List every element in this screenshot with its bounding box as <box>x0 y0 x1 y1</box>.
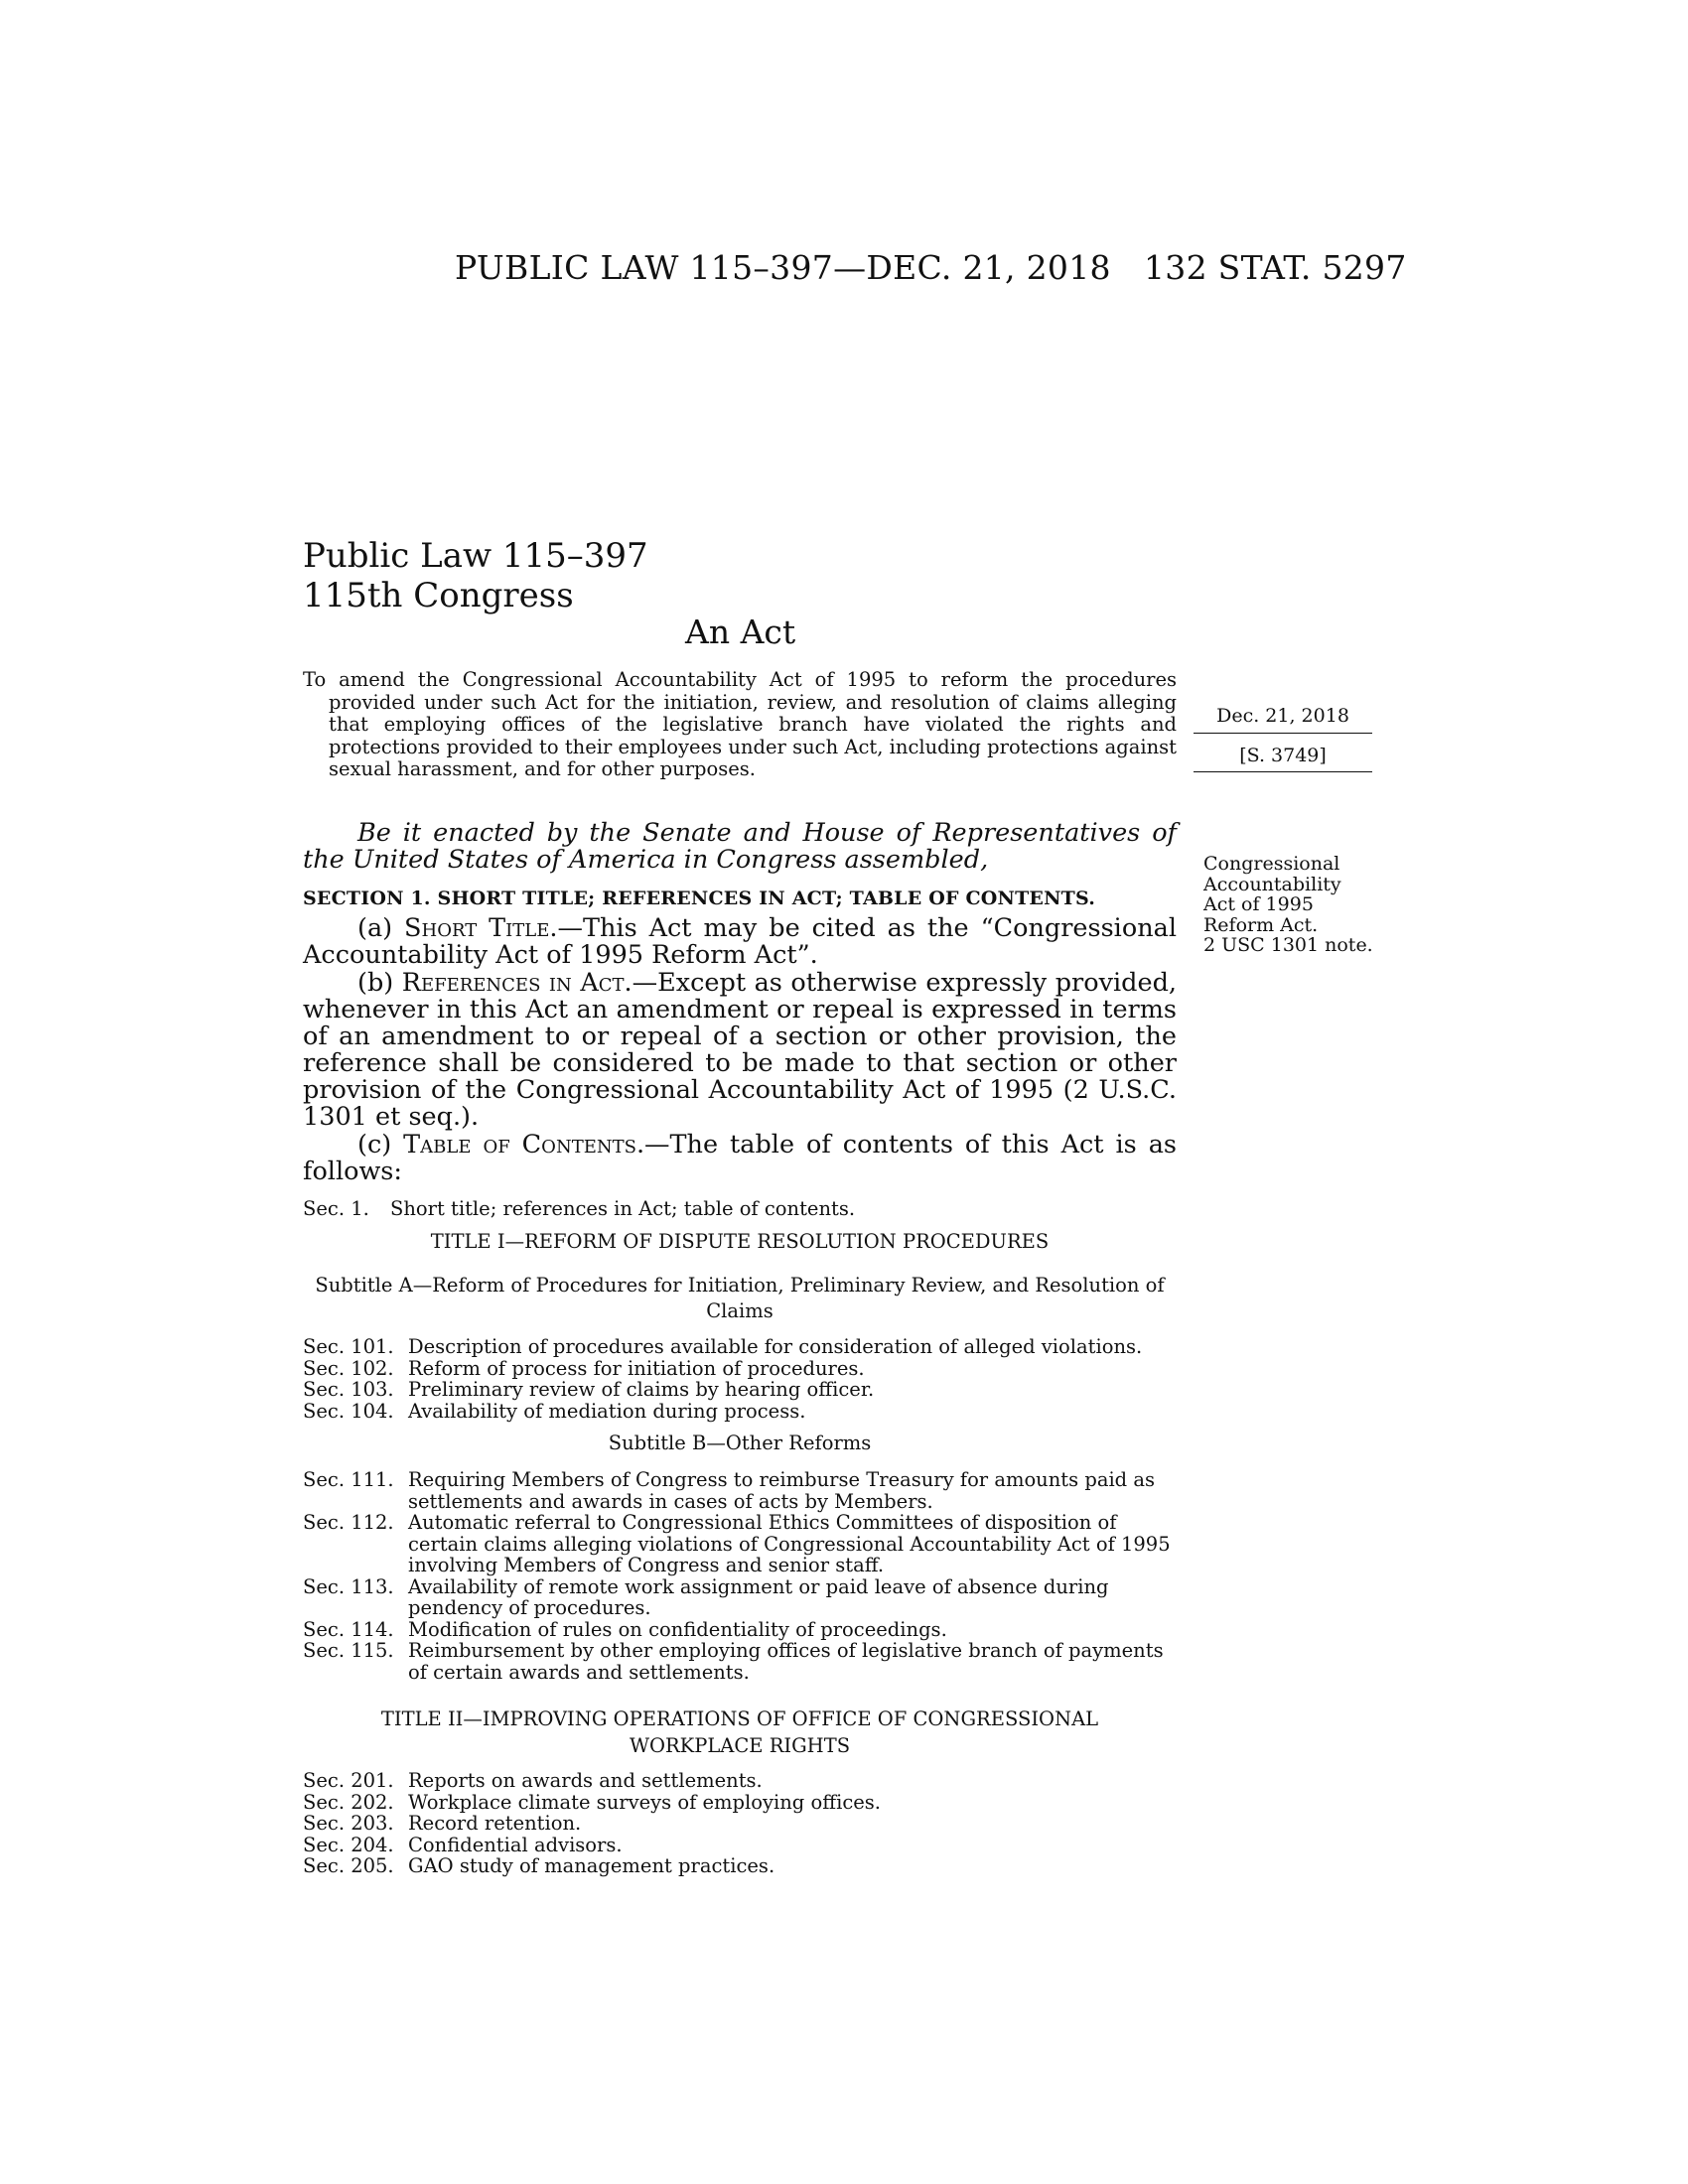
statute-page-number: 132 STAT. 5297 <box>1144 248 1407 287</box>
toc-title-2: TITLE II—IMPROVING OPERATIONS OF OFFICE OF CONGRESSIONAL WORKPLACE RIGHTS <box>380 1707 1099 1757</box>
toc-entry <box>303 1336 1177 1358</box>
toc-sec-number: Sec. 202. <box>303 1790 394 1814</box>
margin-bill-rule <box>1194 771 1372 772</box>
paragraph-text: .—Except as otherwise expressly provided, whenever in this Act an amendment or repeal is expressed in terms of an amendment to or repeal of a section or other provision, the reference shall be considered to be made to that section or other provision of the Congressional Accountability Act of 1995 (2 U.S.C. 1301 et seq.). <box>303 968 1177 1132</box>
toc-sec-text: Reimbursement by other employing offices of legislative branch of payments of certain awards and settlements. <box>408 1639 1164 1684</box>
toc-entry <box>303 1835 1177 1856</box>
toc-sec-text: Workplace climate surveys of employing offices. <box>408 1790 881 1814</box>
congress-number: 115th Congress <box>303 576 574 615</box>
toc-sec-text: Confidential advisors. <box>408 1833 623 1856</box>
toc-sec-number: Sec. 201. <box>303 1769 394 1792</box>
an-act-heading: An Act <box>685 613 796 651</box>
toc-sec-text: Description of procedures available for consideration of alleged violations. <box>408 1335 1143 1358</box>
toc-subtitle-a: Subtitle A—Reform of Procedures for Initiation, Preliminary Review, and Resolution of Claims <box>315 1274 1165 1322</box>
toc-sec-number: Sec. 204. <box>303 1833 394 1856</box>
margin-note-line: Act of 1995 <box>1203 893 1314 915</box>
margin-enactment-date <box>1194 705 1372 740</box>
toc-sec-text: Automatic referral to Congressional Ethics Committees of disposition of certain claims alleging violations of Congressional Accountability Act of 1995 involving Members of Congress and senior staff. <box>408 1511 1171 1576</box>
toc-entry <box>303 1813 1177 1835</box>
toc-sec-text: Preliminary review of claims by hearing officer. <box>408 1378 875 1401</box>
toc-sec-text: GAO study of management practices. <box>408 1854 775 1877</box>
toc-entry <box>303 1855 1177 1877</box>
toc-group-a <box>303 1336 1177 1422</box>
toc-sec-number: Sec. 203. <box>303 1812 394 1835</box>
paragraph-short-title <box>303 915 1177 969</box>
toc-entry <box>303 1792 1177 1814</box>
enacting-clause: Be it enacted by the Senate and House of Representatives of the United States of America in Congress assembled, <box>303 818 1177 875</box>
toc-entry <box>303 1512 1177 1576</box>
margin-date-text: Dec. 21, 2018 <box>1216 705 1349 727</box>
toc-sec-number: Sec. 101. <box>303 1335 394 1358</box>
toc-group-2 <box>303 1770 1177 1877</box>
toc-entry <box>303 1640 1177 1683</box>
toc-sec-number: Sec. 115. <box>303 1639 394 1662</box>
toc-entry <box>303 1576 1177 1619</box>
toc-entry <box>303 1619 1177 1641</box>
toc-sec-number: Sec. 111. <box>303 1468 394 1491</box>
running-header-title: PUBLIC LAW 115–397—DEC. 21, 2018 <box>455 248 1111 287</box>
toc-sec-number: Sec. 205. <box>303 1854 394 1877</box>
margin-note-line: 2 USC 1301 note. <box>1203 934 1373 956</box>
toc-sec-text: Requiring Members of Congress to reimburse Treasury for amounts paid as settlements and awards in cases of acts by Members. <box>408 1468 1155 1513</box>
toc-sec-text: Reform of process for initiation of procedures. <box>408 1356 865 1380</box>
paragraph-label: (a) <box>357 913 405 943</box>
toc-sec-number: Sec. 102. <box>303 1356 394 1380</box>
act-purpose: To amend the Congressional Accountability Act of 1995 to reform the procedures provided under such Act for the initiation, review, and resolution of claims alleging that employing offices of the legislative branch have violated the rights and protections provided to their employees under such Act, including protections against sexual harassment, and for other purposes. <box>303 668 1177 780</box>
paragraph-table-of-contents <box>303 1132 1177 1185</box>
toc-sec-number: Sec. 103. <box>303 1378 394 1401</box>
paragraph-references <box>303 970 1177 1131</box>
section-heading: SECTION 1. SHORT TITLE; REFERENCES IN ACT; TABLE OF CONTENTS. <box>303 887 1096 909</box>
toc-entry <box>303 1379 1177 1401</box>
paragraph-caption: Table of Contents <box>403 1130 636 1160</box>
toc-group-b <box>303 1469 1177 1683</box>
toc-entry <box>303 1198 1177 1220</box>
toc-sec-number: Sec. 1. <box>303 1197 369 1220</box>
toc-sec-text: Availability of mediation during process. <box>408 1399 806 1423</box>
paragraph-label: (b) <box>357 968 402 998</box>
paragraph-text: .—This Act may be cited as the “Congressional Accountability Act of 1995 Reform Act”. <box>303 913 1177 970</box>
toc-entry <box>303 1358 1177 1380</box>
toc-sec-number: Sec. 104. <box>303 1399 394 1423</box>
toc-sec-number: Sec. 114. <box>303 1617 394 1641</box>
margin-note <box>1203 854 1377 956</box>
margin-bill-number: [S. 3749] <box>1239 745 1327 766</box>
paragraph-caption: Short Title <box>404 913 550 943</box>
margin-note-line: Congressional <box>1203 853 1340 875</box>
toc-sec-text: Record retention. <box>408 1812 582 1835</box>
toc-sec-text: Reports on awards and settlements. <box>408 1769 763 1792</box>
toc-sec-text: Availability of remote work assignment or paid leave of absence during pendency of procedures. <box>408 1574 1109 1619</box>
toc-sec-number: Sec. 112. <box>303 1511 394 1534</box>
public-law-number: Public Law 115–397 <box>303 536 648 576</box>
toc-sec-text: Modification of rules on confidentiality of proceedings. <box>408 1617 947 1641</box>
paragraph-text: .—The table of contents of this Act is as follows: <box>303 1130 1177 1186</box>
margin-note-line: Reform Act. <box>1203 913 1319 936</box>
toc-sec-number: Sec. 113. <box>303 1574 394 1598</box>
toc-subtitle-b: Subtitle B—Other Reforms <box>608 1432 872 1454</box>
paragraph-label: (c) <box>357 1130 404 1160</box>
paragraph-caption: References in Act <box>401 968 625 998</box>
toc-sec-text: Short title; references in Act; table of contents. <box>390 1197 856 1220</box>
margin-rule <box>1194 733 1372 734</box>
toc-entry <box>303 1770 1177 1792</box>
toc-title-1: TITLE I—REFORM OF DISPUTE RESOLUTION PROCEDURES <box>430 1230 1050 1253</box>
margin-note-line: Accountability <box>1203 873 1341 895</box>
toc-entry <box>303 1469 1177 1512</box>
toc-entry <box>303 1401 1177 1423</box>
